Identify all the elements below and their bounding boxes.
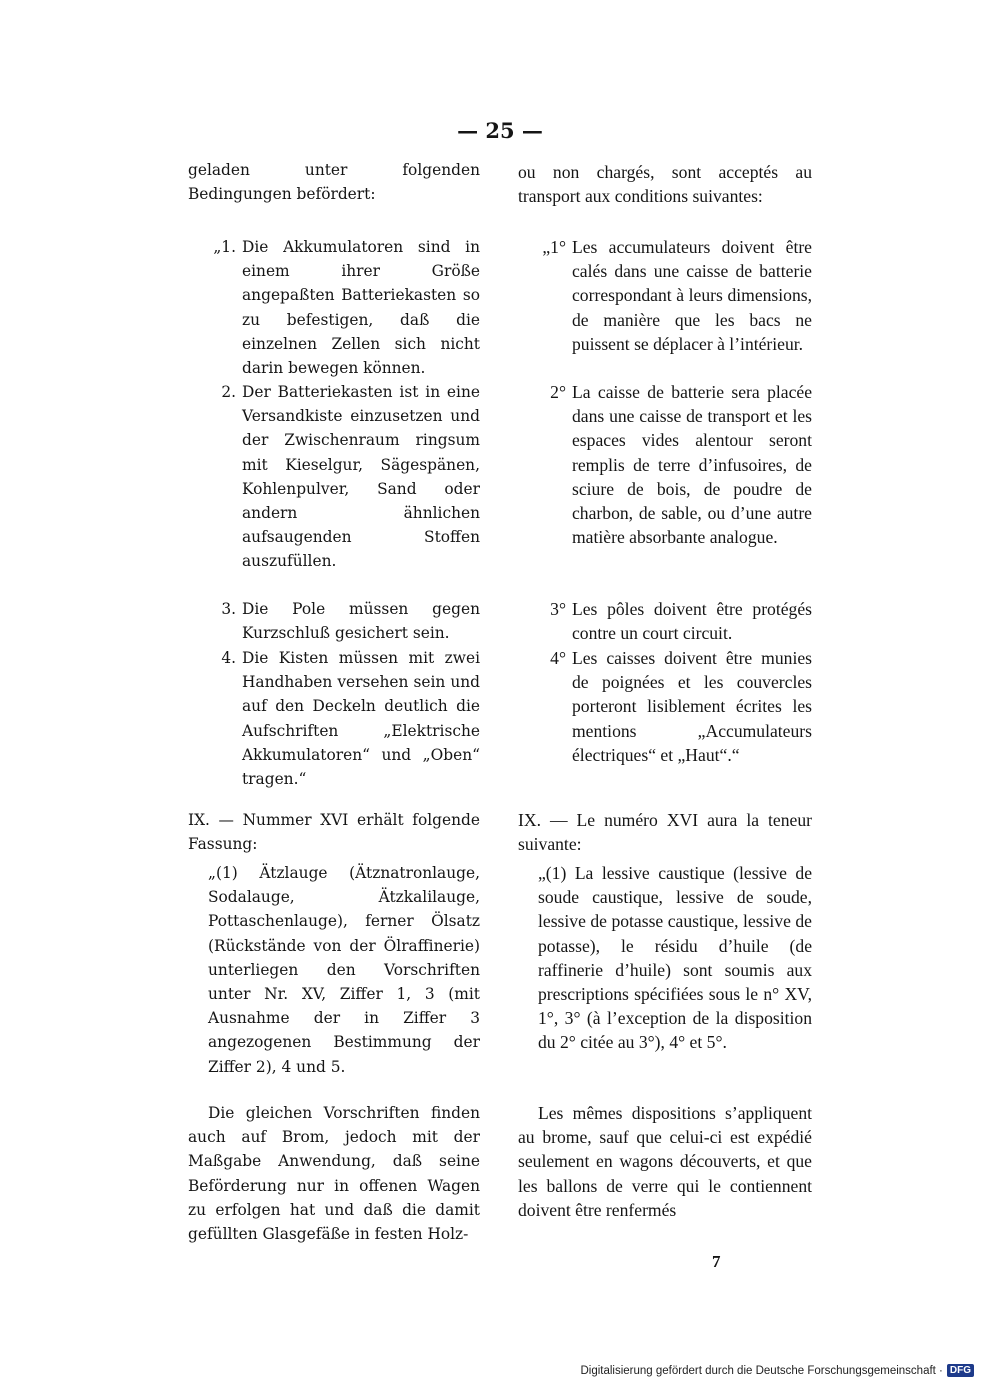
item-number: 2° (550, 382, 566, 402)
item-text: Les caisses doivent être munies de poignées et les couvercles porteront lisiblement écrites les mentions „Accumulateurs électriques“ et „Haut“.“ (572, 648, 812, 765)
item-text: Les pôles doivent être protégés contre un court circuit. (572, 599, 812, 644)
french-item-1 (518, 235, 812, 356)
item-number: 4° (550, 648, 566, 668)
digitization-footer (580, 1364, 974, 1377)
german-item-2 (188, 380, 480, 574)
section-body: „(1) Ätzlauge (Ätznatronlauge, Sodalauge, Ätzkalilauge, Pottaschenlauge), ferner Ölsatz (Rückstände von der Ölraffinerie) unterliegen den Vorschriften unter Nr. XV, Ziffer 1, 3 (mit Ausnahme der in Ziffer 3 angezogenen Bestimmung der Ziffer 2), 4 und 5. (208, 864, 480, 1076)
french-item-4 (518, 646, 812, 767)
paragraph-text: Die gleichen Vorschriften finden auch auf Brom, jedoch mit der Maßgabe Anwendung, daß seine Beförderung nur in offenen Wagen zu erfolgen hat und daß die damit gefüllten Glasgefäße in festen Holz- (188, 1104, 480, 1244)
section-body: „(1) La lessive caustique (lessive de soude caustique, lessive de soude, lessive de potasse caustique, lessive de potasse), le résidu d’huile (de raffinerie d’huile) sont soumis aux prescriptions spécifiées sous le n° XV, 1°, 3° (à l’exception de la disposition du 2° citée au 3°), 4° et 5°. (538, 863, 812, 1053)
item-text: Die Kisten müssen mit zwei Handhaben versehen sein und auf den Deckeln deutlich die Aufschriften „Elektrische Akkumulatoren“ und „Oben“ tragen.“ (242, 649, 480, 789)
footer-text: Digitalisierung gefördert durch die Deutsche Forschungsgemeinschaft · (580, 1364, 943, 1377)
item-number: „1° (542, 237, 566, 257)
dfg-logo-icon: DFG (947, 1364, 974, 1377)
page-number: — 25 — (457, 118, 543, 143)
french-final-paragraph (518, 1101, 812, 1222)
item-number: „1. (213, 238, 236, 256)
german-final-paragraph (188, 1101, 480, 1246)
section-heading: IX. — Le numéro XVI aura la teneur suivante: (518, 810, 812, 855)
item-text: Die Akkumulatoren sind in einem ihrer Größe angepaßten Batteriekasten so zu befestigen, daß die einzelnen Zellen sich nicht darin bewegen können. (242, 238, 480, 378)
section-heading: IX. — Nummer XVI erhält folgende Fassung: (188, 811, 480, 854)
german-item-4 (188, 646, 480, 791)
french-item-2 (518, 380, 812, 549)
german-section-ix-text (208, 861, 480, 1079)
german-item-3 (188, 597, 480, 645)
french-section-ix (518, 808, 812, 856)
item-number: 3. (221, 600, 236, 618)
item-number: 4. (221, 649, 236, 667)
sheet-signature: 7 (712, 1252, 721, 1271)
paragraph-text: Les mêmes dispositions s’appliquent au brome, sauf que celui-ci est expédié seulement en wagons découverts, et que les ballons de verre qui le contiennent doivent être renfermés (518, 1103, 812, 1220)
french-item-3 (518, 597, 812, 645)
french-intro-text: ou non chargés, sont acceptés au transport aux conditions suivantes: (518, 162, 812, 207)
german-intro-text: geladen unter folgenden Bedingungen befördert: (188, 161, 480, 204)
german-section-ix (188, 808, 480, 856)
item-number: 3° (550, 599, 566, 619)
german-item-1 (188, 235, 480, 380)
french-section-ix-text (538, 861, 812, 1055)
item-text: Der Batteriekasten ist in eine Versandkiste einzusetzen und der Zwischenraum ringsum mit Kieselgur, Sägespänen, Kohlenpulver, Sand oder andern ähnlichen aufsaugenden Stoffen auszufüllen. (242, 383, 480, 571)
item-text: La caisse de batterie sera placée dans une caisse de transport et les espaces vides alentour seront remplis de terre d’infusoires, de sciure de bois, de poudre de charbon, de sable, ou d’une autre matière absorbante analogue. (572, 382, 812, 548)
item-number: 2. (221, 383, 236, 401)
item-text: Les accumulateurs doivent être calés dans une caisse de batterie correspondant à leurs dimensions, de manière que les bacs ne puissent se déplacer à l’intérieur. (572, 237, 812, 354)
german-intro (188, 158, 480, 206)
item-text: Die Pole müssen gegen Kurzschluß gesichert sein. (242, 600, 480, 643)
french-intro (518, 160, 812, 208)
